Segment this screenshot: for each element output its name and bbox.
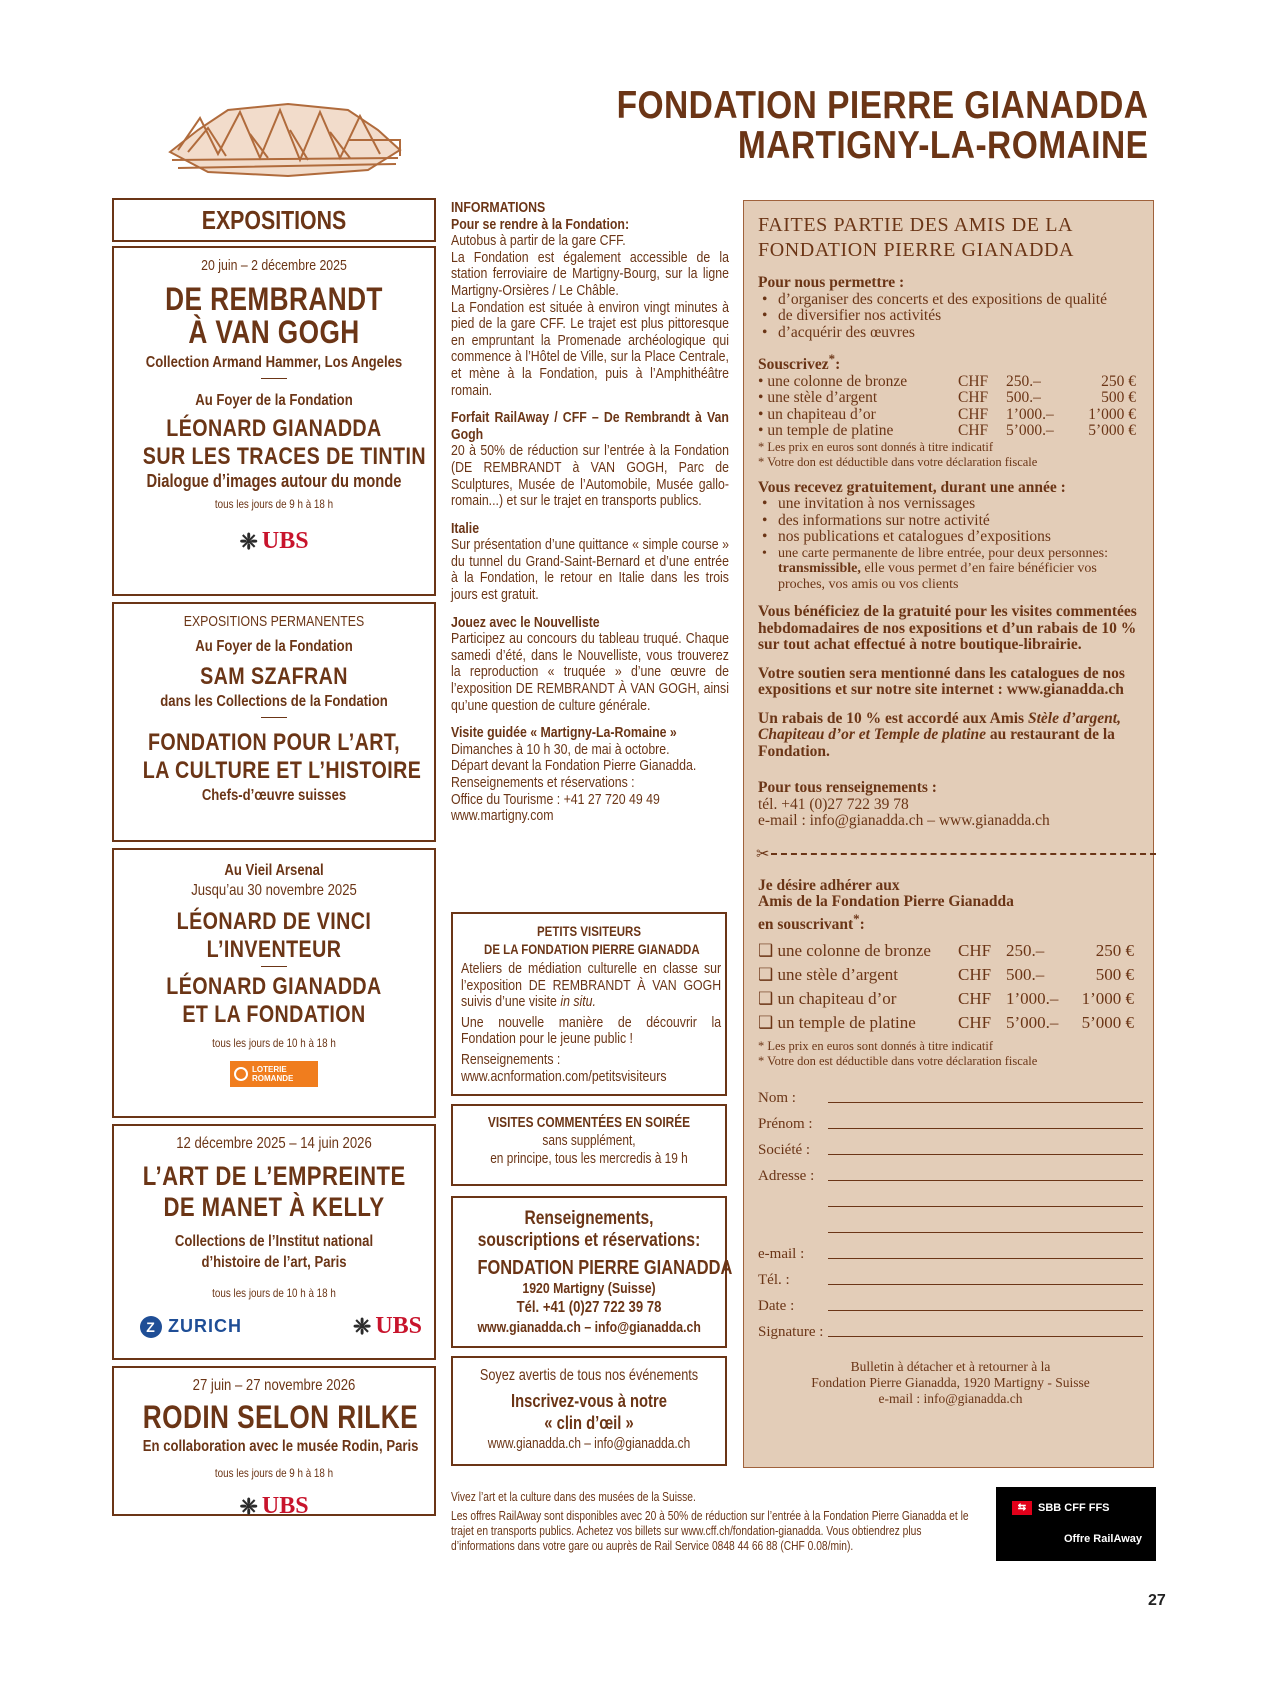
form-row-date[interactable]: Date :: [758, 1289, 1143, 1315]
amis-souscrivez-heading: Souscrivez*:: [758, 351, 841, 374]
list-item: • d’acquérir des œuvres: [758, 325, 1143, 342]
form-note2: * Votre don est déductible dans votre déclaration fiscale: [758, 1054, 1038, 1069]
permanent-label: EXPOSITIONS PERMANENTES: [183, 613, 365, 630]
info-visite-l4: Office du Tourisme : +41 27 720 49 49: [451, 791, 660, 808]
ubs-logo: [353, 1313, 422, 1340]
contact-l1: Renseignements,: [524, 1208, 654, 1229]
exhibition-permanent-box: [112, 602, 436, 842]
info-jouez-text: Participez au concours du tableau truqué. Chaque samedi d’été, dans le Nouvelliste, vous trouverez la reproduction « truquée » d’une œuvre de l’exposition DE REMBRANDT À VAN GOGH, ainsi qu’une question de culture générale.: [451, 631, 729, 714]
info-italie-text: Sur présentation d’une quittance « simple course » du tunnel du Grand-Saint-Bernard et d’une entrée à la Fondation, le retour en Italie dans les trois jours est gratuit.: [451, 537, 729, 604]
info-visite-l1: Dimanches à 10 h 30, de mai à octobre.: [451, 741, 670, 758]
form-row-prenom[interactable]: Prénom :: [758, 1107, 1143, 1133]
exhibition-dates: 20 juin – 2 décembre 2025: [201, 257, 347, 274]
permanent-venue: Au Foyer de la Fondation: [195, 638, 353, 655]
newsletter-l3: « clin d’œil »: [544, 1413, 634, 1433]
petits-visiteurs-box: [451, 912, 727, 1096]
exhibition-subtitle-3: Dialogue d’images autour du monde: [146, 471, 402, 491]
checkbox-icon[interactable]: ❑: [758, 965, 774, 985]
form-row-societe[interactable]: Société :: [758, 1133, 1143, 1159]
footer-l2: Les offres RailAway sont disponibles avec 20 à 50% de réduction sur l’entrée à la Fondation Pierre Gianadda et le trajet en transports publics. Achetez vos billets sur www.cff.ch/fondation-gianadda. Vous obtiendrez plus d’informations dans votre gare ou auprès de Rail Service 0848 44 66 88 (CHF 0.08/min).: [451, 1509, 969, 1553]
list-item: • une carte permanente de libre entrée, pour deux personnes: transmissible, elle vous permet d’en faire bénéficier vos proches, vos amis ou vos clients: [758, 546, 1143, 593]
exhibition-collection: Collection Armand Hammer, Los Angeles: [145, 354, 403, 371]
bulletin-l1: Bulletin à détacher et à retourner à la: [850, 1359, 1051, 1375]
divider: [261, 717, 287, 718]
form-line[interactable]: [828, 1258, 1143, 1259]
petits-p1-text: Ateliers de médiation culturelle en classe sur l’exposition DE REMBRANDT À VAN GOGH suivis d’une visite: [461, 961, 722, 1011]
soiree-box: [451, 1104, 727, 1186]
amis-recevez-heading: Vous recevez gratuitement, durant une année :: [758, 478, 1066, 496]
form-line[interactable]: [828, 1154, 1143, 1155]
informations-column: [451, 200, 729, 825]
sbb-arrow-icon: ⇆: [1012, 1501, 1032, 1515]
permanent-title: SAM SZAFRAN: [200, 663, 348, 690]
divider: [261, 378, 287, 379]
petits-p3: Renseignements :: [461, 1051, 561, 1068]
zurich-z-icon: Z: [140, 1316, 162, 1338]
loterie-romande-logo: [114, 1061, 434, 1087]
amis-permettre-heading: Pour nous permettre :: [758, 274, 905, 291]
form-line[interactable]: [828, 1284, 1143, 1285]
info-access-p3: La Fondation est située à environ vingt minutes à pied de la gare CFF. Le trajet est plus pittoresque en empruntant la Promenade archéologique qui commence à l’Hôtel de Ville, sur la Place Centrale, et mène à la Fondation, puis à l’Amphithéâtre romain.: [451, 299, 729, 399]
amis-rabais: Un rabais de 10 % est accordé aux Amis Stèle d’argent, Chapiteau d’or et Temple de platine au restaurant de la Fondation.: [758, 709, 1121, 760]
loterie-line1: LOTERIE: [252, 1065, 287, 1074]
info-visite-heading: Visite guidée « Martigny-La-Romaine »: [451, 725, 677, 742]
exhibition-subtitle-1: LÉONARD GIANADDA: [166, 415, 382, 442]
form-line[interactable]: [828, 1336, 1143, 1337]
sbb-railaway-logo: [996, 1487, 1156, 1561]
contact-l2: souscriptions et réservations:: [477, 1230, 701, 1251]
rodin-dates: 27 juin – 27 novembre 2026: [192, 1377, 356, 1394]
expositions-heading-box: [112, 198, 436, 242]
divider: [261, 966, 287, 967]
tier-row: • une stèle d’argent CHF 500.– 500 €: [758, 389, 1136, 407]
vinci-title-line4: ET LA FONDATION: [182, 1001, 366, 1028]
contact-name: FONDATION PIERRE GIANADDA: [477, 1257, 733, 1279]
ubs-logo-text: UBS: [261, 528, 309, 554]
form-line[interactable]: [828, 1128, 1143, 1129]
vinci-title-line3: LÉONARD GIANADDA: [166, 973, 382, 1000]
permanent-title2-line1: FONDATION POUR L’ART,: [147, 729, 401, 756]
loterie-line2: ROMANDE: [252, 1074, 294, 1083]
form-row-email[interactable]: e-mail :: [758, 1237, 1143, 1263]
tier-checkbox-row[interactable]: ❑ une colonne de bronze CHF 250.– 250 €: [758, 941, 1134, 961]
empreinte-hours: tous les jours de 10 h à 18 h: [212, 1286, 336, 1300]
adherer-l1: Je désire adhérer aux: [758, 876, 900, 894]
info-visite-l2: Départ devant la Fondation Pierre Gianadda.: [451, 758, 697, 775]
zurich-logo: [140, 1316, 242, 1338]
petits-title1: PETITS VISITEURS: [537, 923, 641, 939]
page-number: 27: [1148, 1592, 1166, 1609]
form-note1: * Les prix en euros sont donnés à titre indicatif: [758, 1039, 994, 1054]
exhibition-rembrandt-box: [112, 246, 436, 596]
petits-p1-italic: in situ.: [560, 994, 596, 1011]
info-access-heading: Pour se rendre à la Fondation:: [451, 216, 630, 233]
info-railaway-heading: Forfait RailAway / CFF – De Rembrandt à Van Gogh: [451, 410, 729, 443]
amis-permettre-list: [758, 292, 1143, 342]
form-line[interactable]: [828, 1102, 1143, 1103]
form-row-nom[interactable]: Nom :: [758, 1081, 1143, 1107]
bulletin-l3: e-mail : info@gianadda.ch: [878, 1391, 1023, 1407]
contact-web[interactable]: www.gianadda.ch – info@gianadda.ch: [477, 1319, 701, 1336]
amis-tiers-list: [758, 374, 1143, 440]
checkbox-icon[interactable]: ❑: [758, 1013, 774, 1033]
info-access-p2: La Fondation est également accessible de la station ferroviaire de Martigny-Bourg, sur la ligne Martigny-Orsières / Le Châble.: [451, 249, 729, 299]
tier-row: • une colonne de bronze CHF 250.– 250 €: [758, 372, 1136, 390]
soiree-l2: en principe, tous les mercredis à 19 h: [490, 1151, 688, 1167]
amis-title-line1: FAITES PARTIE DES AMIS DE LA: [758, 214, 1074, 236]
exhibition-venue: Au Foyer de la Fondation: [195, 392, 353, 409]
membership-form: [758, 1081, 1143, 1341]
form-row-signature[interactable]: Signature :: [758, 1315, 1143, 1341]
form-line[interactable]: [828, 1310, 1143, 1311]
ubs-logo-text: UBS: [375, 1313, 422, 1339]
form-row-adresse2[interactable]: [758, 1185, 1143, 1211]
header-title-line2: MARTIGNY-LA-ROMAINE: [737, 124, 1148, 167]
ubs-logo: [114, 1493, 434, 1520]
list-item: • de diversifier nos activités: [758, 308, 1143, 325]
list-item: • une invitation à nos vernissages: [758, 496, 1143, 513]
checkbox-icon[interactable]: ❑: [758, 941, 774, 961]
amis-title-line2: FONDATION PIERRE GIANADDA: [758, 239, 1075, 261]
amis-rens-heading: Pour tous renseignements :: [758, 779, 937, 797]
bulletin-l2: Fondation Pierre Gianadda, 1920 Martigny - Suisse: [811, 1375, 1090, 1391]
petits-p2: Une nouvelle manière de découvrir la Fondation pour le jeune public !: [461, 1014, 722, 1048]
exhibition-hours: tous les jours de 9 h à 18 h: [214, 497, 334, 511]
cut-line: [756, 844, 1156, 864]
ubs-keys-icon: ❈: [352, 1313, 372, 1339]
rodin-collab: En collaboration avec le musée Rodin, Paris: [142, 1438, 419, 1455]
railaway-offer-text: Offre RailAway: [1063, 1533, 1142, 1545]
header-title-line1: FONDATION PIERRE GIANADDA: [616, 84, 1148, 127]
amis-note1: * Les prix en euros sont donnés à titre indicatif: [758, 439, 994, 454]
list-item: • des informations sur notre activité: [758, 513, 1143, 530]
vinci-title-line1: LÉONARD DE VINCI: [176, 908, 372, 935]
amis-panel: [743, 200, 1154, 1468]
checkbox-icon[interactable]: ❑: [758, 989, 774, 1009]
petits-title2: DE LA FONDATION PIERRE GIANADDA: [484, 941, 700, 957]
form-row-adresse3[interactable]: [758, 1211, 1143, 1237]
expositions-heading: EXPOSITIONS: [201, 205, 347, 235]
form-row-adresse[interactable]: Adresse :: [758, 1159, 1143, 1185]
adherer-l3: en souscrivant*:: [758, 910, 865, 933]
soiree-l1: sans supplément,: [542, 1133, 636, 1149]
newsletter-link[interactable]: www.gianadda.ch – info@gianadda.ch: [487, 1436, 691, 1452]
footer-l1: Vivez l’art et la culture dans des musées de la Suisse.: [451, 1490, 696, 1504]
tier-checkbox-row[interactable]: ❑ une stèle d’argent CHF 500.– 500 €: [758, 965, 1134, 985]
form-line[interactable]: [828, 1180, 1143, 1181]
adherer-l2: Amis de la Fondation Pierre Gianadda: [758, 893, 1014, 911]
page-header-title: [616, 86, 1148, 166]
permanent-sub2: Chefs-d’œuvre suisses: [201, 787, 347, 804]
tier-row: • un chapiteau d’or CHF 1’000.– 1’000 €: [758, 405, 1136, 423]
newsletter-l2: Inscrivez-vous à notre: [511, 1391, 667, 1411]
form-line[interactable]: [828, 1206, 1143, 1207]
rodin-title: RODIN SELON RILKE: [142, 1399, 419, 1435]
list-item: • nos publications et catalogues d’expositions: [758, 529, 1143, 546]
contact-tel: Tél. +41 (0)27 722 39 78: [516, 1299, 662, 1316]
scissors-icon: ✂: [756, 845, 770, 863]
exhibition-rodin-box: [112, 1366, 436, 1519]
contact-box: [451, 1196, 733, 1348]
amis-souscrivez-text: Souscrivez: [758, 356, 829, 374]
amis-recevez-list: [758, 496, 1143, 592]
fondation-building-logo: [168, 100, 404, 185]
bulletin-text: [758, 1359, 1143, 1407]
form-line[interactable]: [828, 1232, 1143, 1233]
newsletter-l1: Soyez avertis de tous nos événements: [479, 1367, 699, 1384]
petits-link[interactable]: www.acnformation.com/petitsvisiteurs: [461, 1068, 667, 1085]
amis-rens-mail[interactable]: e-mail : info@gianadda.ch – www.gianadda.ch: [758, 812, 1050, 830]
info-italie-heading: Italie: [451, 520, 480, 537]
tier-checkbox-row[interactable]: ❑ un chapiteau d’or CHF 1’000.– 1’000 €: [758, 989, 1134, 1009]
info-visite-l3: Renseignements et réservations :: [451, 775, 635, 791]
info-visite-l5: www.martigny.com: [451, 808, 554, 825]
tier-row: • un temple de platine CHF 5’000.– 5’000 €: [758, 422, 1136, 440]
info-railaway-text: 20 à 50% de réduction sur l’entrée à la Fondation (DE REMBRANDT à VAN GOGH, Parc de Sculptures, Musée de l’Automobile, Musée gallo-romain...) et sur le trajet en transports publics.: [451, 443, 729, 510]
contact-address: 1920 Martigny (Suisse): [522, 1280, 656, 1297]
exhibition-subtitle-2: SUR LES TRACES DE TINTIN: [142, 443, 426, 470]
zurich-logo-text: ZURICH: [168, 1316, 242, 1336]
sbb-logo-text: SBB CFF FFS: [1038, 1502, 1110, 1514]
exhibition-vinci-box: [112, 848, 436, 1118]
vinci-title-line2: L’INVENTEUR: [206, 936, 342, 963]
newsletter-box: [451, 1356, 727, 1466]
info-heading: INFORMATIONS: [451, 200, 546, 216]
amis-benefits: Vous bénéficiez de la gratuité pour les visites commentées hebdomadaires de nos expositions et d’un rabais de 10 % sur tout achat effectué à notre boutique-librairie.: [758, 603, 1137, 654]
exhibition-title-line1: DE REMBRANDT: [165, 281, 383, 317]
ubs-logo-text: UBS: [261, 1493, 309, 1519]
vinci-venue: Au Vieil Arsenal: [224, 862, 324, 879]
exhibition-empreinte-box: [112, 1124, 436, 1360]
footer-railaway-text: [451, 1490, 981, 1554]
ubs-keys-icon: ❈: [239, 1493, 258, 1519]
empreinte-collection-line1: Collections de l’Institut national: [174, 1233, 374, 1250]
list-item: • d’organiser des concerts et des expositions de qualité: [758, 292, 1143, 309]
empreinte-collection-line2: d’histoire de l’art, Paris: [201, 1254, 347, 1271]
empreinte-title-line1: L’ART DE L’EMPREINTE: [142, 1161, 406, 1191]
permanent-sub: dans les Collections de la Fondation: [160, 693, 388, 710]
permanent-title2-line2: LA CULTURE ET L’HISTOIRE: [142, 757, 422, 784]
amis-note2: * Votre don est déductible dans votre déclaration fiscale: [758, 454, 1038, 469]
loterie-circle-icon: [234, 1067, 248, 1081]
info-jouez-heading: Jouez avec le Nouvelliste: [451, 614, 600, 631]
ubs-keys-icon: ❈: [239, 528, 258, 554]
form-row-tel[interactable]: Tél. :: [758, 1263, 1143, 1289]
amis-rens-tel: tél. +41 (0)27 722 39 78: [758, 795, 909, 813]
ubs-logo: [114, 528, 434, 555]
exhibition-title-line2: À VAN GOGH: [188, 314, 360, 350]
info-access-p1: Autobus à partir de la gare CFF.: [451, 233, 626, 250]
vinci-until: Jusqu’au 30 novembre 2025: [191, 882, 357, 899]
empreinte-dates: 12 décembre 2025 – 14 juin 2026: [176, 1135, 372, 1152]
amis-soutien: Votre soutien sera mentionné dans les catalogues de nos expositions et sur notre site internet : www.gianadda.ch: [758, 664, 1125, 699]
empreinte-title-line2: DE MANET À KELLY: [163, 1192, 385, 1222]
tier-checkbox-row[interactable]: ❑ un temple de platine CHF 5’000.– 5’000 €: [758, 1013, 1134, 1033]
rodin-hours: tous les jours de 9 h à 18 h: [214, 1466, 334, 1480]
vinci-hours: tous les jours de 10 h à 18 h: [212, 1036, 336, 1050]
soiree-title: VISITES COMMENTÉES EN SOIRÉE: [487, 1115, 691, 1131]
petits-p1: [461, 961, 721, 1011]
